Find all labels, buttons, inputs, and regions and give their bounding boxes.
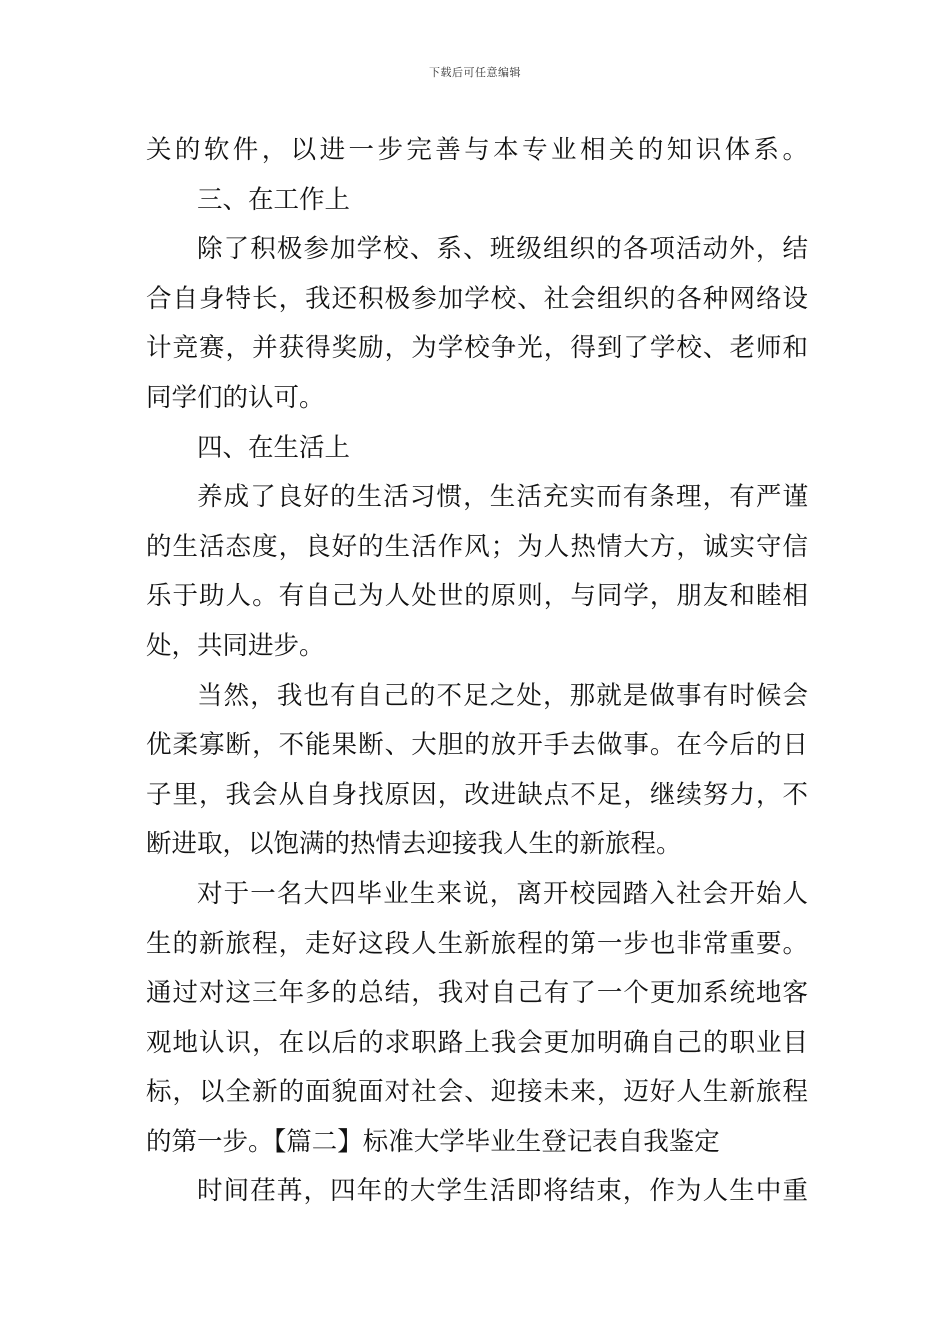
text-line: 优柔寡断，不能果断、大胆的放开手去做事。在今后的日	[146, 730, 808, 761]
text-line: 的生活态度，良好的生活作风；为人热情大方，诚实守信	[146, 531, 808, 562]
text-line: 标，以全新的面貌面对社会、迎接未来，迈好人生新旅程	[146, 1077, 808, 1108]
text-line: 生的新旅程，走好这段人生新旅程的第一步也非常重要。	[146, 928, 808, 959]
text-line: 除了积极参加学校、系、班级组织的各项活动外，结	[197, 234, 808, 265]
text-line: 对于一名大四毕业生来说，离开校园踏入社会开始人	[197, 878, 808, 909]
text-line: 乐于助人。有自己为人处世的原则，与同学，朋友和睦相	[146, 581, 808, 612]
text-line: 断进取，以饱满的热情去迎接我人生的新旅程。	[146, 829, 682, 860]
text-line: 处，共同进步。	[146, 630, 325, 661]
page-header: 下载后可任意编辑	[429, 66, 521, 79]
text-line: 时间荏苒，四年的大学生活即将结束，作为人生中重	[197, 1176, 808, 1207]
text-line: 观地认识，在以后的求职路上我会更加明确自己的职业目	[146, 1027, 808, 1058]
text-line: 养成了良好的生活习惯，生活充实而有条理，有严谨	[197, 482, 808, 513]
text-line: 合自身特长，我还积极参加学校、社会组织的各种网络设	[146, 283, 808, 314]
text-line: 的第一步。【篇二】标准大学毕业生登记表自我鉴定	[146, 1126, 720, 1157]
text-line: 关的软件，以进一步完善与本专业相关的知识体系。	[146, 135, 808, 165]
document-body	[146, 126, 808, 1217]
section-heading: 三、在工作上	[197, 184, 351, 215]
text-line: 通过对这三年多的总结，我对自己有了一个更加系统地客	[146, 978, 808, 1009]
text-line: 子里，我会从自身找原因，改进缺点不足，继续努力，不	[146, 779, 808, 810]
text-line: 计竞赛，并获得奖励，为学校争光，得到了学校、老师和	[146, 333, 808, 364]
text-line: 当然，我也有自己的不足之处，那就是做事有时候会	[197, 680, 808, 711]
section-heading: 四、在生活上	[197, 432, 351, 463]
text-line: 同学们的认可。	[146, 382, 325, 413]
